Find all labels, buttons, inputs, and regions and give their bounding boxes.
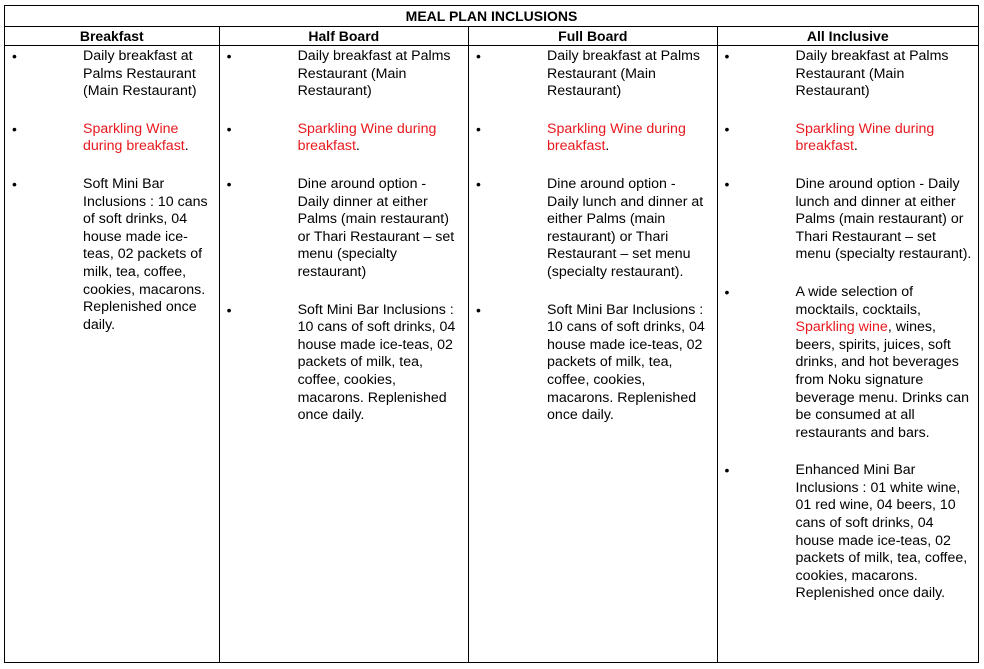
- list-item: [718, 48, 978, 101]
- highlighted-text: Sparkling wine: [795, 319, 888, 336]
- bullet-icon: •: [226, 48, 232, 64]
- half-board-inclusions-list: [220, 46, 468, 425]
- inclusion-text: [83, 121, 213, 156]
- inclusion-text: [547, 121, 708, 156]
- bullet-icon: •: [226, 175, 232, 192]
- header-full-board: Full Board: [468, 27, 716, 45]
- inclusion-text: [547, 302, 708, 425]
- bullet-icon: •: [724, 462, 730, 479]
- list-item: [718, 176, 978, 264]
- inclusion-text: [796, 284, 972, 442]
- all-inclusive-inclusions-list: [718, 46, 978, 603]
- inclusion-text: [298, 121, 460, 156]
- list-item: [718, 462, 978, 603]
- bullet-icon: •: [476, 301, 481, 318]
- bullet-icon: •: [12, 120, 17, 137]
- text-segment: Dine around option - Daily lunch and dinner at either Palms (main restaurant) or Thari Restaurant – set menu (specialty restaurant).: [795, 175, 972, 263]
- list-item: [5, 48, 219, 101]
- text-segment: Soft Mini Bar Inclusions : 10 cans of soft drinks, 04 house made ice-teas, 02 packets of milk, tea, coffee, cookies, macarons. Replenished once daily.: [297, 301, 456, 424]
- text-segment: .: [184, 138, 189, 155]
- text-segment: Dine around option - Daily dinner at either Palms (main restaurant) or Thari Restaurant – set menu (specialty restaurant): [297, 175, 455, 280]
- header-half-board: Half Board: [219, 27, 468, 45]
- bullet-icon: •: [724, 175, 730, 192]
- bullet-icon: •: [226, 301, 232, 318]
- text-segment: A wide selection of mocktails, cocktails,: [795, 283, 921, 318]
- highlighted-text: Sparkling Wine during breakfast: [795, 120, 935, 155]
- inclusion-text: [547, 176, 708, 282]
- text-segment: Daily breakfast at Palms Restaurant (Main Restaurant): [547, 48, 701, 100]
- header-breakfast: Breakfast: [79, 28, 144, 44]
- highlighted-text: Sparkling Wine during breakfast: [547, 120, 686, 155]
- column-full-board: [468, 46, 716, 662]
- column-breakfast: [5, 46, 219, 662]
- bullet-icon: •: [476, 120, 481, 137]
- inclusion-text: [298, 48, 460, 101]
- inclusion-text: [796, 48, 972, 101]
- text-segment: Daily breakfast at Palms Restaurant (Main Restaurant): [795, 48, 949, 100]
- list-item: [5, 121, 219, 156]
- highlighted-text: Sparkling Wine during breakfast: [83, 120, 185, 155]
- bullet-icon: •: [724, 48, 730, 64]
- meal-plan-table: [4, 5, 979, 663]
- inclusion-text: [298, 302, 460, 425]
- list-item: [220, 302, 468, 425]
- text-segment: .: [605, 138, 610, 155]
- inclusion-text: [83, 48, 213, 101]
- inclusion-text: [796, 462, 972, 603]
- full-board-inclusions-list: [469, 46, 716, 425]
- inclusion-text: [298, 176, 460, 282]
- list-item: [469, 302, 716, 425]
- column-half-board: [219, 46, 468, 662]
- list-item: [220, 121, 468, 156]
- column-all-inclusive: [717, 46, 978, 662]
- text-segment: Enhanced Mini Bar Inclusions : 01 white wine, 01 red wine, 04 beers, 10 cans of soft drinks, 04 house made ice-teas, 02 packets of milk, tea, coffee, cookies, macarons. Replenished once daily.: [795, 462, 968, 602]
- highlighted-text: Sparkling Wine during breakfast: [297, 120, 437, 155]
- bullet-icon: •: [12, 48, 17, 64]
- bullet-icon: •: [476, 48, 481, 64]
- text-segment: Dine around option - Daily lunch and dinner at either Palms (main restaurant) or Thari Restaurant – set menu (specialty restaurant).: [547, 175, 704, 280]
- text-segment: Daily breakfast at Palms Restaurant (Main Restaurant): [83, 48, 197, 100]
- list-item: [718, 284, 978, 442]
- list-item: [718, 121, 978, 156]
- inclusion-text: [547, 48, 708, 101]
- text-segment: .: [355, 138, 360, 155]
- header-all-inclusive: All Inclusive: [717, 27, 978, 45]
- bullet-icon: •: [12, 175, 17, 192]
- list-item: [469, 176, 716, 282]
- breakfast-inclusions-list: [5, 46, 219, 334]
- inclusion-text: [796, 121, 972, 156]
- text-segment: .: [853, 138, 858, 155]
- list-item: [469, 121, 716, 156]
- text-segment: , wines, beers, spirits, juices, soft drinks, and hot beverages from Noku signature beverage menu. Drinks can be consumed at all restaurants and bars.: [795, 319, 970, 441]
- list-item: [5, 176, 219, 334]
- text-segment: Daily breakfast at Palms Restaurant (Main Restaurant): [297, 48, 451, 100]
- bullet-icon: •: [476, 175, 481, 192]
- list-item: [220, 176, 468, 282]
- text-segment: Soft Mini Bar Inclusions : 10 cans of soft drinks, 04 house made ice-teas, 02 packets of milk, tea, coffee, cookies, macarons. Replenished once daily.: [83, 175, 208, 333]
- bullet-icon: •: [226, 120, 232, 137]
- inclusion-text: [83, 176, 213, 334]
- header-row: [5, 27, 978, 46]
- bullet-icon: •: [724, 283, 730, 300]
- body-row: [5, 46, 978, 662]
- list-item: [220, 48, 468, 101]
- table-title: MEAL PLAN INCLUSIONS: [5, 6, 978, 27]
- bullet-icon: •: [724, 120, 730, 137]
- text-segment: Soft Mini Bar Inclusions : 10 cans of soft drinks, 04 house made ice-teas, 02 packets of milk, tea, coffee, cookies, macarons. Replenished once daily.: [547, 301, 705, 424]
- list-item: [469, 48, 716, 101]
- inclusion-text: [796, 176, 972, 264]
